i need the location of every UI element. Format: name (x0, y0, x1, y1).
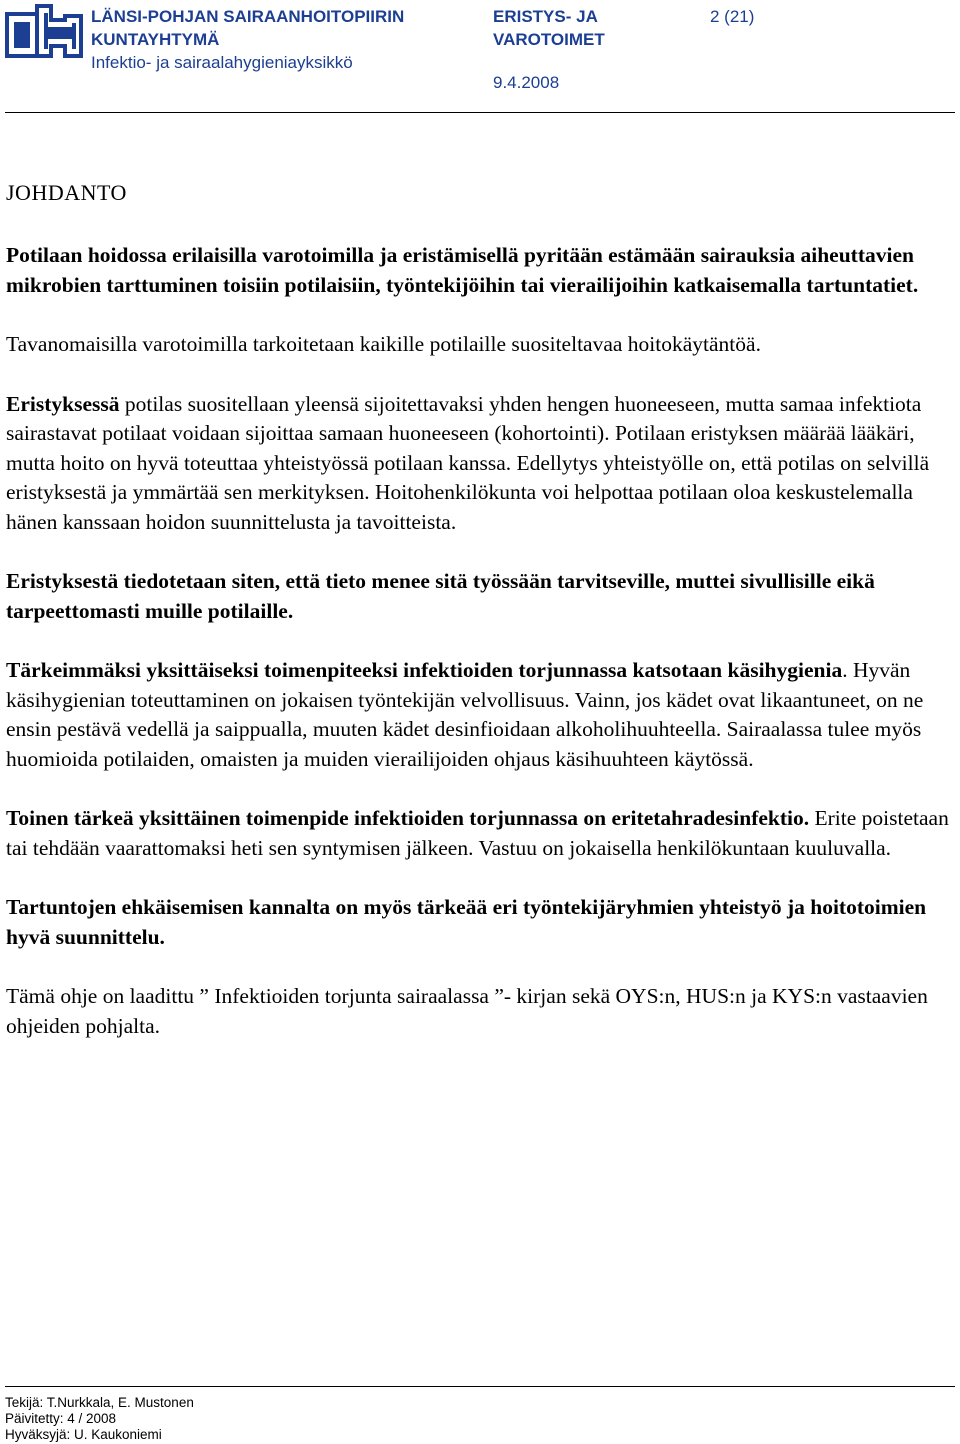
organization-name-line1: LÄNSI-POHJAN SAIRAANHOITOPIIRIN (91, 7, 405, 26)
isolation-term: Eristyksessä (6, 391, 120, 416)
paragraph-cooperation: Tartuntojen ehkäisemisen kannalta on myös tärkeää eri työntekijäryhmien yhteistyö ja hoitotoimien hyvä suunnittelu. (6, 895, 927, 949)
footer-authors: Tekijä: T.Nurkkala, E. Mustonen (5, 1395, 194, 1410)
document-date: 9.4.2008 (493, 73, 560, 92)
paragraph-standard-precautions (6, 330, 951, 360)
page-header (0, 0, 960, 120)
standard-precautions-text: Tavanomaisilla varotoimilla tarkoitetaan kaikille potilaille suositeltavaa hoitokäytäntöä. (6, 332, 761, 356)
secretion-disinfection-lead: Toinen tärkeä yksittäinen toimenpide infektioiden torjunnassa on eritetahradesinfektio. (6, 806, 810, 830)
organization-name-line2: KUNTAYHTYMÄ (91, 30, 220, 49)
paragraph-sources: Tämä ohje on laadittu ” Infektioiden torjunta sairaalassa ”- kirjan sekä OYS:n, HUS:n ja KYS:n vastaavien ohjeiden pohjalta. (6, 984, 928, 1038)
hand-hygiene-text: . Hyvän käsihygienian toteuttaminen on jokaisen työntekijän velvollisuus. Vainn, jos kädet ovat likaantuneet, on ne ensin pestävä vedellä ja saippualla, muuten kädet desinfioidaan alkoholihuuhteella. Sairaalassa tulee myös huomioida potilaiden, omaisten ja muiden vierailijoiden ohjaus käsihuuhteen käytössä. (6, 658, 924, 771)
isolation-text: potilas suositellaan yleensä sijoitettavaksi yhden hengen huoneeseen, mutta samaa infektiota sairastavat potilaat voidaan sijoittaa samaan huoneeseen (kohortointi). Potilaan eristyksen määrää lääkäri, mutta hoito on hyvä toteuttaa yhteistyössä potilaan kanssa. Edellytys yhteistyölle on, että potilas on selvillä eristyksestä ja ymmärtää sen merkityksen. Hoitohenkilökunta voi helpottaa potilaan oloa keskustelemalla hänen kanssaan hoidon suunnittelusta ja tavoitteista. (6, 391, 930, 534)
section-heading: JOHDANTO (6, 180, 127, 205)
document-title (493, 5, 605, 51)
footer-updated: Päivitetty: 4 / 2008 (5, 1411, 117, 1426)
paragraph-secretion-disinfection (6, 804, 951, 863)
document-title-line2: VAROTOIMET (493, 30, 605, 49)
unit-name: Infektio- ja sairaalahygieniayksikkö (91, 53, 353, 72)
footer-approved: Hyväksyjä: U. Kaukoniemi (5, 1427, 162, 1442)
paragraph-intro: Potilaan hoidossa erilaisilla varotoimilla ja eristämisellä pyritään estämään sairauksia aiheuttavien mikrobien tarttuminen toisiin potilaisiin, työntekijöihin tai vierailijoihin katkaisemalla tartuntatiet. (6, 243, 919, 297)
document-title-line1: ERISTYS- JA (493, 7, 598, 26)
secretion-disinfection-text: Erite poistetaan tai tehdään vaarattomaksi heti sen syntymisen jälkeen. Vastuu on jokaisella henkilökuntaan kuuluvalla. (6, 806, 949, 860)
footer-divider (5, 1386, 955, 1387)
paragraph-information: Eristyksestä tiedotetaan siten, että tieto menee sitä työssään tarvitseville, muttei sivullisille eikä tarpeettomasti muille potilaille. (6, 569, 875, 623)
header-divider (5, 112, 955, 113)
paragraph-hand-hygiene (6, 656, 951, 774)
paragraph-isolation (6, 390, 951, 538)
document-body (6, 175, 951, 1071)
page-number: 2 (21) (710, 7, 755, 26)
cross-logo-icon (5, 4, 83, 58)
hand-hygiene-lead: Tärkeimmäksi yksittäiseksi toimenpiteeksi infektioiden torjunnassa katsotaan käsihygienia (6, 658, 843, 682)
page-footer (5, 1395, 194, 1443)
organization-name (91, 5, 404, 51)
